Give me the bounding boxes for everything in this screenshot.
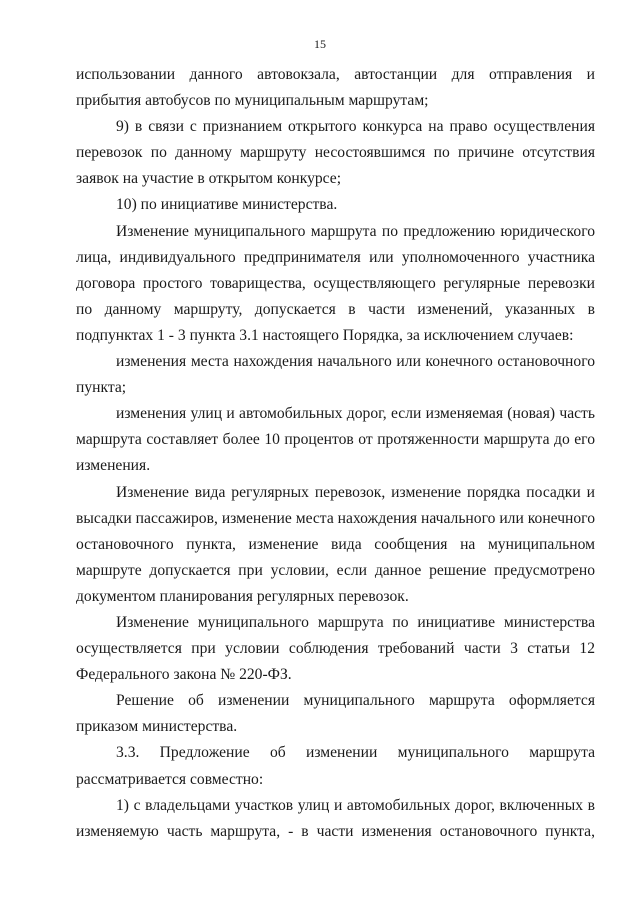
- paragraph: Решение об изменении муниципального маршрута оформляется приказом министерства.: [76, 692, 595, 736]
- paragraph: изменения места нахождения начального или конечного остановочного пункта;: [76, 353, 595, 397]
- paragraph: Изменение муниципального маршрута по предложению юридического лица, индивидуального предпринимателя или уполномоченного участника договора простого товарищества, осуществляющего регулярные перевозки по данному маршруту, допускается в части изменений, указанных в подпунктах 1 - 3 пункта 3.1 настоящего Порядка, за исключением случаев:: [76, 222, 595, 344]
- paragraph: изменения улиц и автомобильных дорог, если изменяемая (новая) часть маршрута составляет более 10 процентов от протяженности маршрута до его изменения.: [76, 405, 595, 475]
- paragraph: 9) в связи с признанием открытого конкурса на право осуществления перевозок по данному маршруту несостоявшимся по причине отсутствия заявок на участие в открытом конкурсе;: [76, 118, 595, 188]
- paragraph: Изменение вида регулярных перевозок, изменение порядка посадки и высадки пассажиров, изменение места нахождения начального или конечного остановочного пункта, изменение вида сообщения на муниципальном маршруте допускается при условии, если данное решение предусмотрено документом планирования регулярных перевозок.: [76, 483, 595, 605]
- document-body: [76, 62, 595, 845]
- paragraph: 10) по инициативе министерства.: [116, 196, 338, 214]
- paragraph: 3.3. Предложение об изменении муниципального маршрута рассматривается совместно:: [76, 744, 595, 788]
- paragraph: использовании данного автовокзала, автостанции для отправления и прибытия автобусов по муниципальным маршрутам;: [76, 66, 595, 110]
- page-number: 15: [314, 37, 326, 51]
- paragraph: Изменение муниципального маршрута по инициативе министерства осуществляется при условии соблюдения требований части 3 статьи 12 Федерального закона № 220-ФЗ.: [76, 613, 595, 684]
- paragraph: 1) с владельцами участков улиц и автомобильных дорог, включенных в изменяемую часть маршрута, - в части изменения остановочного пункта,: [76, 796, 595, 840]
